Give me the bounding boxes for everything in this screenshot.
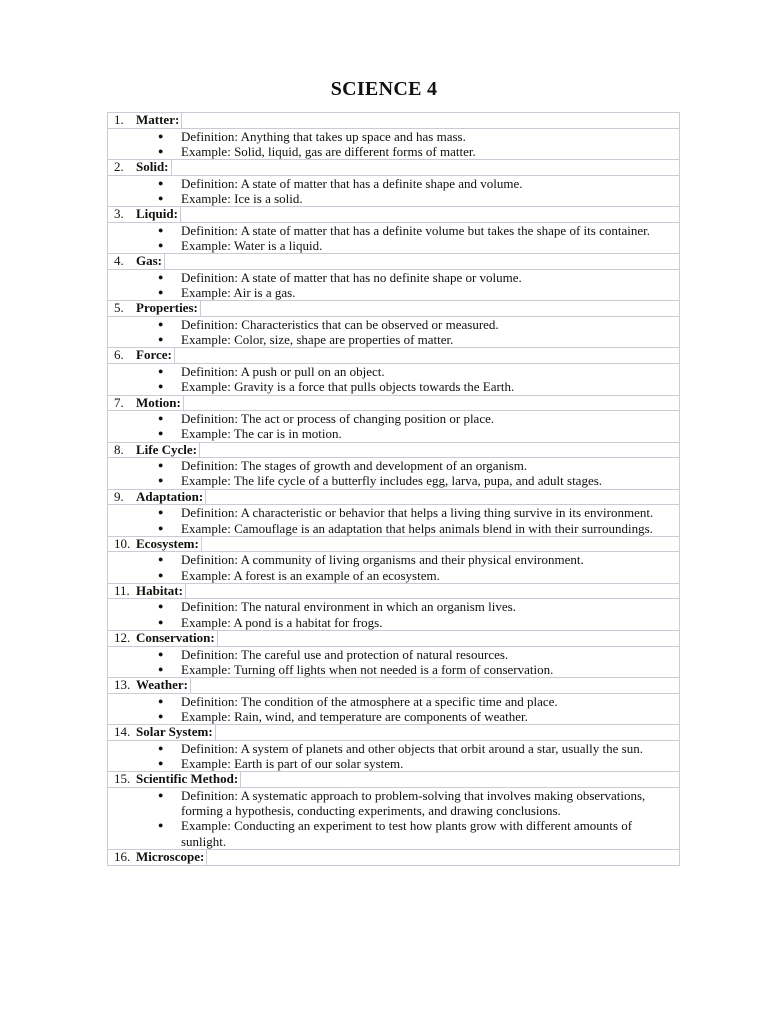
term-name: Solid: (136, 159, 169, 175)
term-name: Weather: (136, 677, 188, 693)
term-bullet-item (108, 521, 679, 536)
bullet-text: Example: Earth is part of our solar system. (181, 756, 404, 772)
bullet-icon: ● (158, 287, 164, 298)
term-entry (108, 772, 679, 850)
term-bullet-item (108, 818, 679, 849)
bullet-text: Definition: A state of matter that has no definite shape or volume. (181, 269, 522, 285)
term-name: Adaptation: (136, 488, 204, 504)
term-entry (108, 443, 679, 490)
term-number: 15. (114, 771, 131, 787)
bullet-icon: ● (158, 460, 164, 471)
term-heading (108, 254, 679, 270)
term-heading-cell (114, 631, 218, 646)
bullet-icon: ● (158, 381, 164, 392)
bullet-text: Example: Turning off lights when not needed is a form of conservation. (181, 661, 554, 677)
term-heading (108, 490, 679, 506)
term-entry (108, 584, 679, 631)
term-heading-cell (114, 537, 202, 552)
term-number: 13. (114, 677, 131, 693)
term-bullet-list (108, 223, 679, 254)
term-bullet-list (108, 176, 679, 207)
term-name: Life Cycle: (136, 441, 198, 457)
bullet-icon: ● (158, 758, 164, 769)
term-bullet-item (108, 223, 679, 238)
term-bullet-item (108, 709, 679, 724)
term-entry (108, 113, 679, 160)
bullet-icon: ● (158, 616, 164, 627)
term-entry (108, 678, 679, 725)
bullet-text: Example: Color, size, shape are properties of matter. (181, 332, 454, 348)
term-number: 3. (114, 206, 124, 222)
term-heading (108, 160, 679, 176)
term-number: 6. (114, 347, 124, 363)
bullet-icon: ● (158, 130, 164, 141)
term-number: 1. (114, 112, 124, 127)
term-bullet-list (108, 364, 679, 395)
term-bullet-item (108, 568, 679, 583)
term-heading-cell (114, 725, 216, 740)
bullet-icon: ● (158, 318, 164, 329)
bullet-icon: ● (158, 663, 164, 674)
bullet-icon: ● (158, 271, 164, 282)
bullet-icon: ● (158, 710, 164, 721)
term-number: 14. (114, 724, 131, 740)
term-heading-cell (114, 254, 165, 269)
term-name: Solar System: (136, 724, 213, 740)
bullet-icon: ● (158, 192, 164, 203)
bullet-text: Definition: A state of matter that has a definite shape and volume. (181, 175, 523, 191)
term-bullet-item (108, 756, 679, 771)
term-bullet-item (108, 270, 679, 285)
term-bullet-list (108, 505, 679, 536)
term-name: Liquid: (136, 206, 178, 222)
bullet-icon: ● (158, 742, 164, 753)
bullet-text: Definition: The act or process of changing position or place. (181, 411, 495, 427)
term-entry (108, 490, 679, 537)
bullet-icon: ● (158, 177, 164, 188)
bullet-icon: ● (158, 239, 164, 250)
term-bullet-item (108, 599, 679, 614)
term-bullet-list (108, 741, 679, 772)
term-number: 8. (114, 441, 124, 457)
bullet-icon: ● (158, 789, 164, 800)
term-bullet-list (108, 694, 679, 725)
term-number: 16. (114, 849, 131, 864)
term-entry (108, 850, 679, 865)
term-name: Scientific Method: (136, 771, 239, 787)
term-heading (108, 301, 679, 317)
term-bullet-item (108, 458, 679, 473)
bullet-icon: ● (158, 522, 164, 533)
bullet-text: Definition: The natural environment in which an organism lives. (181, 599, 516, 615)
term-heading-cell (114, 396, 184, 411)
term-bullet-item (108, 411, 679, 426)
term-entry (108, 537, 679, 584)
term-name: Conservation: (136, 630, 215, 646)
term-bullet-list (108, 788, 679, 849)
bullet-icon: ● (158, 224, 164, 235)
term-name: Matter: (136, 112, 180, 127)
term-bullet-item (108, 694, 679, 709)
term-number: 7. (114, 394, 124, 410)
term-bullet-item (108, 662, 679, 677)
bullet-icon: ● (158, 365, 164, 376)
bullet-icon: ● (158, 569, 164, 580)
term-heading (108, 850, 679, 865)
term-heading-cell (114, 301, 201, 316)
term-heading-cell (114, 850, 207, 865)
term-bullet-item (108, 788, 679, 819)
bullet-text: Definition: A system of planets and other objects that orbit around a star, usually the sun. (181, 740, 643, 756)
bullet-text: Definition: Characteristics that can be observed or measured. (181, 316, 499, 332)
term-name: Properties: (136, 300, 198, 316)
term-name: Force: (136, 347, 172, 363)
bullet-text: Definition: A systematic approach to problem-solving that involves making observations, forming a hypothesis, conducting experiments, and drawing conclusions. (181, 787, 646, 819)
term-bullet-list (108, 317, 679, 348)
bullet-text: Definition: A state of matter that has a definite volume but takes the shape of its container. (181, 222, 650, 238)
term-bullet-list (108, 458, 679, 489)
term-heading-cell (114, 584, 186, 599)
bullet-icon: ● (158, 507, 164, 518)
bullet-text: Example: The car is in motion. (181, 426, 342, 442)
term-bullet-list (108, 552, 679, 583)
term-heading (108, 396, 679, 412)
term-heading (108, 207, 679, 223)
term-heading (108, 443, 679, 459)
bullet-text: Definition: The careful use and protection of natural resources. (181, 646, 509, 662)
term-bullet-item (108, 426, 679, 441)
bullet-icon: ● (158, 601, 164, 612)
bullet-text: Example: Gravity is a force that pulls objects towards the Earth. (181, 379, 515, 395)
term-bullet-item (108, 317, 679, 332)
bullet-icon: ● (158, 695, 164, 706)
term-heading-cell (114, 772, 241, 787)
term-bullet-item (108, 615, 679, 630)
bullet-text: Example: A forest is an example of an ecosystem. (181, 567, 440, 583)
term-entry (108, 348, 679, 395)
term-heading-cell (114, 443, 200, 458)
term-table (107, 112, 680, 866)
term-number: 2. (114, 159, 124, 175)
term-bullet-item (108, 332, 679, 347)
bullet-text: Definition: Anything that takes up space and has mass. (181, 128, 466, 144)
term-bullet-list (108, 129, 679, 160)
bullet-text: Example: Camouflage is an adaptation that helps animals blend in with their surroundings. (181, 520, 653, 536)
term-heading-cell (114, 490, 206, 505)
term-heading-cell (114, 113, 182, 128)
term-bullet-item (108, 741, 679, 756)
term-bullet-item (108, 647, 679, 662)
bullet-text: Definition: A characteristic or behavior that helps a living thing survive in its environment. (181, 505, 654, 521)
term-bullet-item (108, 191, 679, 206)
term-bullet-list (108, 270, 679, 301)
term-name: Ecosystem: (136, 535, 199, 551)
term-bullet-item (108, 473, 679, 488)
term-heading-cell (114, 348, 175, 363)
term-bullet-list (108, 599, 679, 630)
bullet-icon: ● (158, 554, 164, 565)
bullet-icon: ● (158, 820, 164, 831)
term-heading-cell (114, 160, 172, 175)
term-number: 11. (114, 582, 130, 598)
term-number: 10. (114, 535, 131, 551)
bullet-text: Example: Ice is a solid. (181, 190, 303, 206)
bullet-text: Example: Air is a gas. (181, 285, 296, 301)
term-bullet-item (108, 552, 679, 567)
bullet-icon: ● (158, 428, 164, 439)
term-heading (108, 113, 679, 129)
bullet-text: Example: Conducting an experiment to test how plants grow with different amounts of sunlight. (181, 818, 633, 849)
term-heading (108, 631, 679, 647)
term-heading (108, 725, 679, 741)
bullet-icon: ● (158, 648, 164, 659)
term-entry (108, 160, 679, 207)
bullet-text: Example: A pond is a habitat for frogs. (181, 614, 383, 630)
term-heading (108, 772, 679, 788)
term-bullet-item (108, 505, 679, 520)
term-bullet-list (108, 647, 679, 678)
term-heading (108, 584, 679, 600)
term-bullet-item (108, 144, 679, 159)
term-bullet-item (108, 129, 679, 144)
term-number: 4. (114, 253, 124, 269)
term-bullet-item (108, 379, 679, 394)
bullet-text: Example: Rain, wind, and temperature are components of weather. (181, 708, 528, 724)
term-heading (108, 678, 679, 694)
term-number: 9. (114, 488, 124, 504)
term-entry (108, 396, 679, 443)
bullet-text: Example: Solid, liquid, gas are different forms of matter. (181, 143, 476, 159)
term-heading (108, 348, 679, 364)
bullet-text: Example: The life cycle of a butterfly includes egg, larva, pupa, and adult stages. (181, 473, 603, 489)
term-name: Habitat: (136, 582, 183, 598)
term-name: Motion: (136, 394, 181, 410)
term-bullet-item (108, 364, 679, 379)
term-number: 5. (114, 300, 124, 316)
term-heading (108, 537, 679, 553)
page-title: SCIENCE 4 (330, 78, 438, 100)
bullet-icon: ● (158, 334, 164, 345)
term-bullet-item (108, 238, 679, 253)
term-name: Microscope: (136, 849, 205, 864)
term-entry (108, 725, 679, 772)
term-name: Gas: (136, 253, 162, 269)
bullet-icon: ● (158, 145, 164, 156)
term-heading-cell (114, 207, 181, 222)
term-heading-cell (114, 678, 191, 693)
term-number: 12. (114, 630, 131, 646)
term-entry (108, 301, 679, 348)
term-bullet-item (108, 285, 679, 300)
term-entry (108, 254, 679, 301)
bullet-icon: ● (158, 475, 164, 486)
bullet-text: Definition: A push or pull on an object. (181, 363, 385, 379)
bullet-text: Example: Water is a liquid. (181, 237, 323, 253)
term-bullet-item (108, 176, 679, 191)
bullet-icon: ● (158, 413, 164, 424)
term-entry (108, 207, 679, 254)
term-bullet-list (108, 411, 679, 442)
bullet-text: Definition: The stages of growth and development of an organism. (181, 458, 528, 474)
bullet-text: Definition: The condition of the atmosphere at a specific time and place. (181, 693, 558, 709)
term-entry (108, 631, 679, 678)
bullet-text: Definition: A community of living organisms and their physical environment. (181, 552, 584, 568)
